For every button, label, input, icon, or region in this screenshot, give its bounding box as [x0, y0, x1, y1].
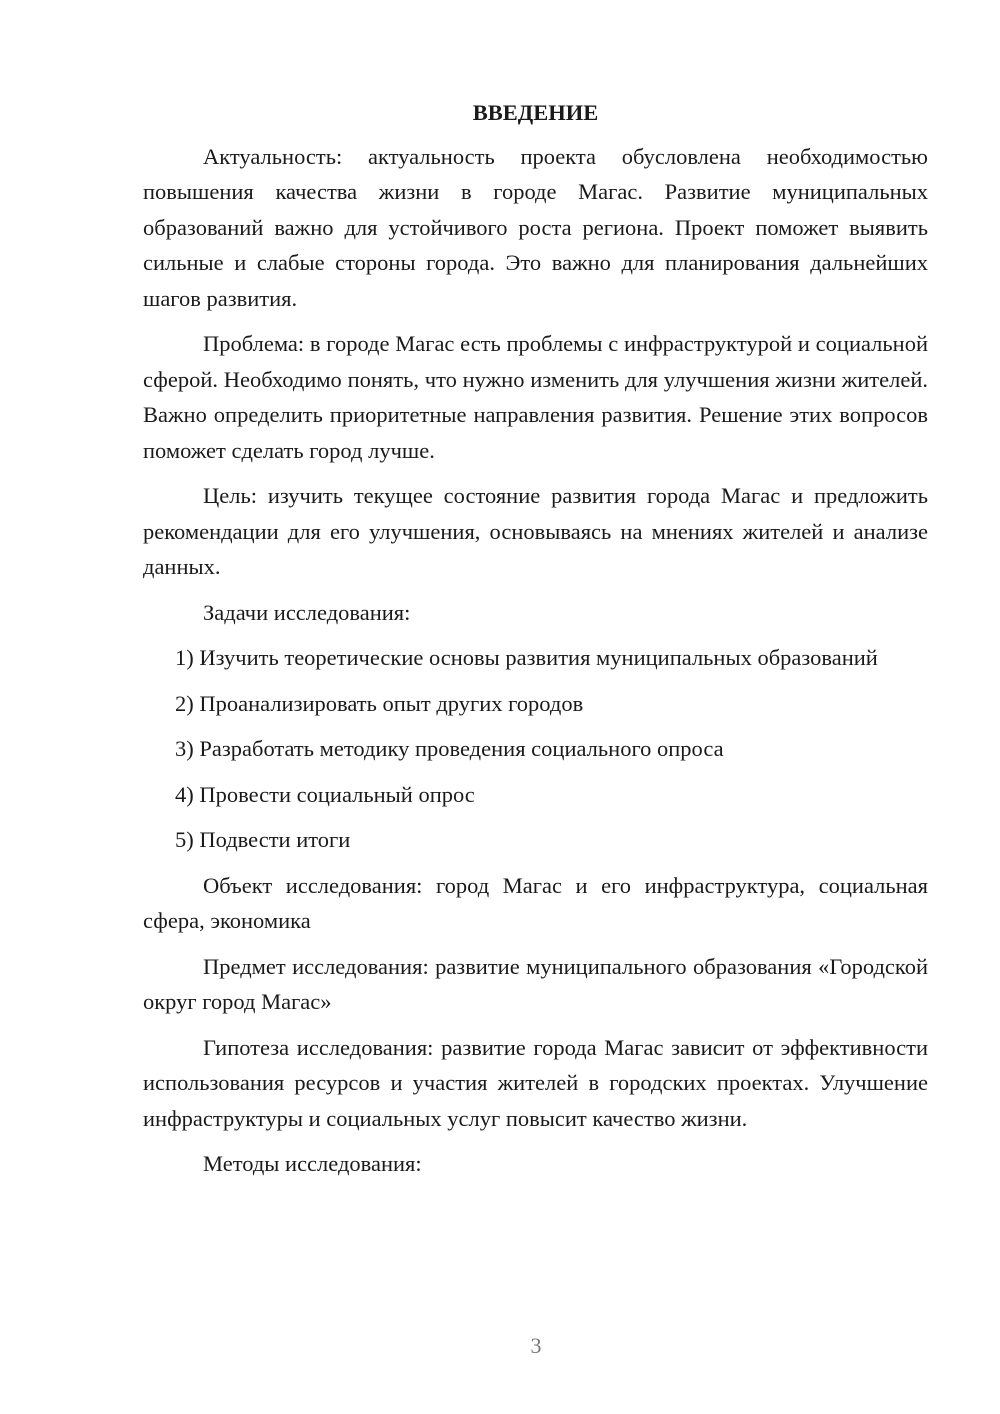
task-item: 4) Провести социальный опрос	[175, 781, 475, 807]
object-paragraph: Объект исследования: город Магас и его инфраструктура, социальная сфера, экономика	[143, 872, 928, 933]
task-item: 2) Проанализировать опыт других городов	[175, 690, 584, 716]
tasks-list	[143, 640, 928, 858]
section-title: ВВЕДЕНИЕ	[472, 100, 599, 125]
hypothesis-paragraph: Гипотеза исследования: развитие города Магас зависит от эффективности использования ресурсов и участия жителей в городских проектах. Улучшение инфраструктуры и социальных услуг повысит качество жизни.	[143, 1034, 928, 1131]
task-item: 1) Изучить теоретические основы развития муниципальных образований	[175, 645, 878, 670]
relevance-paragraph: Актуальность: актуальность проекта обусловлена необходимостью повышения качества жизни в городе Магас. Развитие муниципальных образований важно для устойчивого роста региона. Проект поможет выявить сильные и слабые стороны города. Это важно для планирования дальнейших шагов развития.	[143, 143, 928, 311]
task-item: 5) Подвести итоги	[175, 827, 351, 852]
document-page	[143, 95, 928, 1192]
methods-label: Методы исследования:	[203, 1151, 422, 1176]
problem-paragraph: Проблема: в городе Магас есть проблемы с инфраструктурой и социальной сферой. Необходимо понять, что нужно изменить для улучшения жизни жителей. Важно определить приоритетные направления развития. Решение этих вопросов поможет сделать город лучше.	[143, 331, 928, 463]
goal-paragraph: Цель: изучить текущее состояние развития города Магас и предложить рекомендации для его улучшения, основываясь на мнениях жителей и анализе данных.	[143, 483, 928, 579]
tasks-label: Задачи исследования:	[203, 599, 411, 625]
subject-paragraph: Предмет исследования: развитие муниципального образования «Городской округ город Магас»	[143, 953, 928, 1014]
task-item: 3) Разработать методику проведения социального опроса	[175, 736, 724, 761]
page-number: 3	[530, 1333, 542, 1358]
